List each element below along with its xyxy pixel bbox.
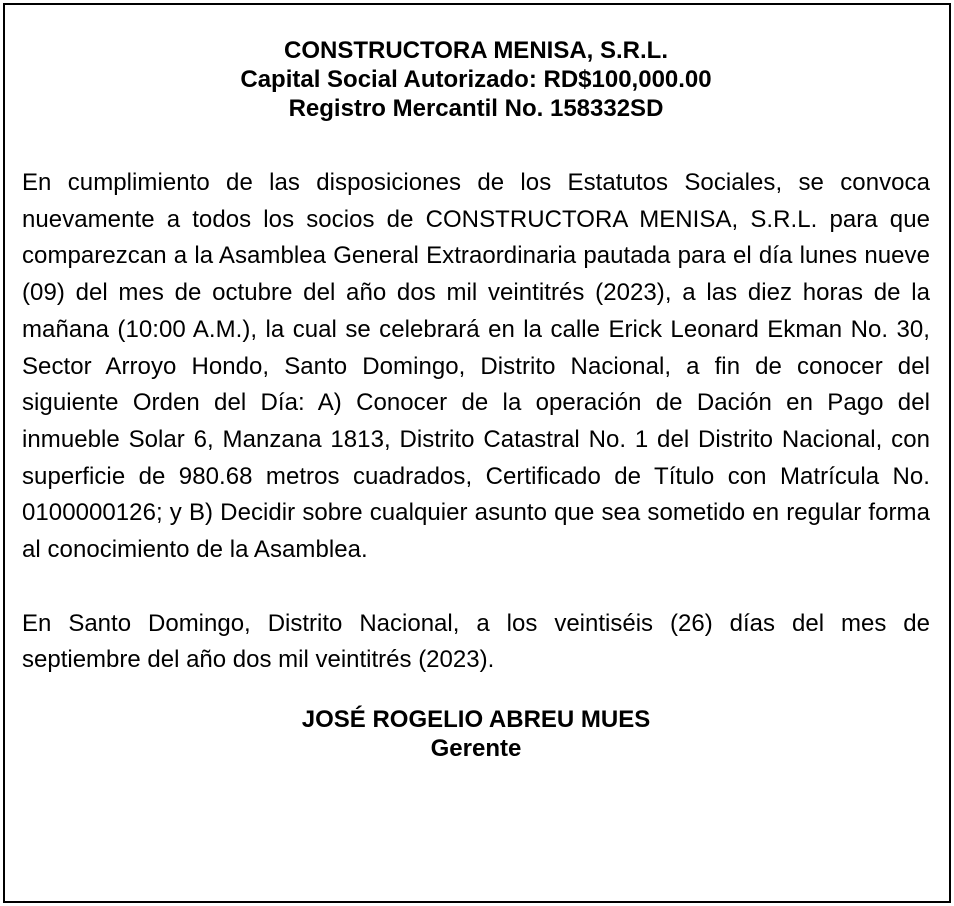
notice-border <box>3 3 951 903</box>
signatory-name: JOSÉ ROGELIO ABREU MUES <box>301 705 651 733</box>
notice-header <box>22 36 930 123</box>
date-place-paragraph: En Santo Domingo, Distrito Nacional, a los veintiséis (26) días del mes de septiembre del año dos mil veintitrés (2023). <box>22 609 930 674</box>
mercantile-registry: Registro Mercantil No. 158332SD <box>288 95 664 122</box>
signature-block <box>22 705 930 763</box>
notice-content <box>22 36 930 763</box>
company-name: CONSTRUCTORA MENISA, S.R.L. <box>283 37 668 64</box>
authorized-capital: Capital Social Autorizado: RD$100,000.00 <box>240 66 712 93</box>
convocation-paragraph: En cumplimiento de las disposiciones de los Estatutos Sociales, se convoca nuevamente a todos los socios de CONSTRUCTORA MENISA, S.R.L. para que comparezcan a la Asamblea General Extraordinaria pautada para el día lunes nueve (09) del mes de octubre del año dos mil veintitrés (2023), a las diez horas de la mañana (10:00 A.M.), la cual se celebrará en la calle Erick Leonard Ekman No. 30, Sector Arroyo Hondo, Santo Domingo, Distrito Nacional, a fin de conocer del siguiente Orden del Día: A) Conocer de la operación de Dación en Pago del inmueble Solar 6, Manzana 1813, Distrito Catastral No. 1 del Distrito Nacional, con superficie de 980.68 metros cuadrados, Certificado de Título con Matrícula No. 0100000126; y B) Decidir sobre cualquier asunto que sea sometido en regular forma al conocimiento de la Asamblea. <box>22 169 930 564</box>
signatory-title: Gerente <box>430 734 522 762</box>
